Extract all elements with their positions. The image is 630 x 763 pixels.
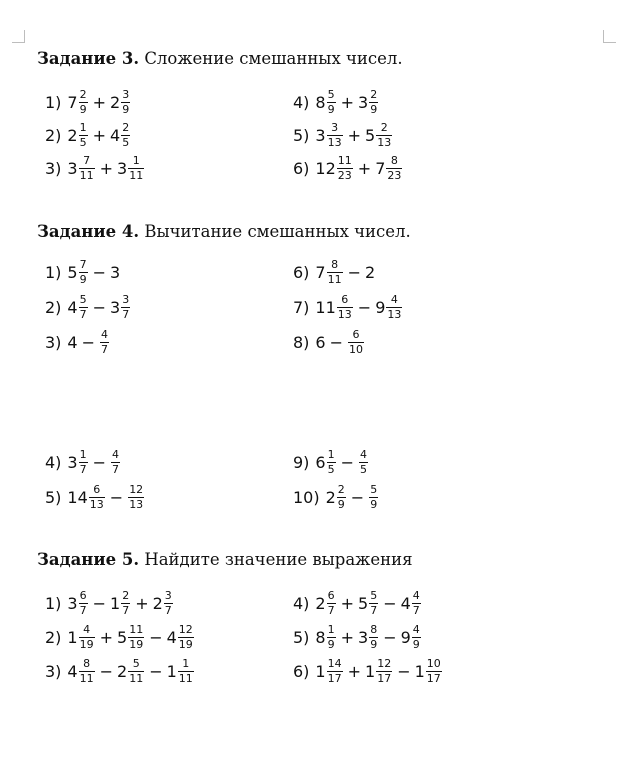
denominator: 7 xyxy=(327,603,335,617)
fraction xyxy=(369,89,378,116)
numerator: 5 xyxy=(79,292,87,306)
exercise-item xyxy=(45,292,131,322)
denominator: 9 xyxy=(327,637,335,651)
page-corner-marker-left xyxy=(12,30,25,43)
whole-part: 3 xyxy=(358,627,369,647)
numerator: 14 xyxy=(327,656,342,670)
whole-part: 9 xyxy=(375,297,386,317)
fraction xyxy=(369,590,378,617)
fraction xyxy=(327,624,336,651)
operator-sign: + xyxy=(340,593,355,613)
whole-part: 6 xyxy=(315,452,326,472)
operator-sign: − xyxy=(397,661,411,681)
fraction xyxy=(386,155,402,182)
whole-part: 7 xyxy=(315,262,326,282)
operator-sign: + xyxy=(340,92,355,112)
denominator: 7 xyxy=(122,603,130,617)
exercise-number: 6) xyxy=(293,158,310,178)
exercise-item xyxy=(45,622,195,652)
fraction xyxy=(376,658,392,685)
numerator: 1 xyxy=(79,447,87,461)
fraction xyxy=(121,89,130,116)
denominator: 23 xyxy=(387,168,402,182)
numerator: 5 xyxy=(132,656,140,670)
numerator: 2 xyxy=(122,120,130,134)
whole-part: 5 xyxy=(67,262,78,282)
numerator: 12 xyxy=(178,622,193,636)
whole-part: 8 xyxy=(315,92,326,112)
whole-part: 7 xyxy=(67,92,78,112)
exercise-number: 1) xyxy=(45,262,62,282)
numerator: 10 xyxy=(426,656,441,670)
exercise-number: 2) xyxy=(45,125,62,145)
operator-sign: + xyxy=(99,627,114,647)
fraction xyxy=(128,624,144,651)
fraction xyxy=(111,449,120,476)
numerator: 5 xyxy=(370,482,378,496)
exercise-number: 9) xyxy=(293,452,310,472)
fraction xyxy=(121,122,130,149)
task-5-title: Найдите значение выражения xyxy=(144,550,413,569)
exercise-item xyxy=(293,292,403,322)
whole-part: 7 xyxy=(375,158,386,178)
denominator: 13 xyxy=(89,497,104,511)
denominator: 5 xyxy=(122,135,130,149)
exercise-item xyxy=(45,87,131,117)
fraction xyxy=(79,259,88,286)
fraction xyxy=(369,484,378,511)
whole-part: 1 xyxy=(315,661,326,681)
fraction xyxy=(327,259,343,286)
exercise-number: 8) xyxy=(293,332,310,352)
numerator: 4 xyxy=(360,447,368,461)
exercise-item xyxy=(293,482,379,512)
denominator: 19 xyxy=(79,637,94,651)
exercise-item xyxy=(293,327,365,357)
fraction xyxy=(337,294,353,321)
denominator: 7 xyxy=(164,603,172,617)
whole-part: 1 xyxy=(365,661,376,681)
fraction xyxy=(178,658,194,685)
exercise-number: 4) xyxy=(293,593,310,613)
operator-sign: − xyxy=(81,332,96,352)
exercise-number: 5) xyxy=(293,125,310,145)
fraction xyxy=(359,449,368,476)
exercise-item xyxy=(293,153,403,183)
whole-part: 4 xyxy=(166,627,177,647)
fraction xyxy=(121,294,130,321)
whole-part: 2 xyxy=(325,487,336,507)
numerator: 7 xyxy=(83,153,91,167)
denominator: 7 xyxy=(79,307,87,321)
numerator: 5 xyxy=(327,87,335,101)
fraction xyxy=(376,122,392,149)
numerator: 12 xyxy=(129,482,144,496)
whole-part: 9 xyxy=(400,627,411,647)
operator-sign: + xyxy=(357,158,372,178)
denominator: 17 xyxy=(377,671,392,685)
exercise-number: 3) xyxy=(45,661,62,681)
denominator: 11 xyxy=(129,671,144,685)
denominator: 13 xyxy=(387,307,402,321)
whole-part: 2 xyxy=(117,661,128,681)
whole-part: 4 xyxy=(110,125,121,145)
exercise-item xyxy=(293,120,393,150)
denominator: 11 xyxy=(178,671,193,685)
fraction xyxy=(79,122,88,149)
exercise-number: 6) xyxy=(293,661,310,681)
whole-part: 8 xyxy=(315,627,326,647)
operator-sign: + xyxy=(340,627,355,647)
denominator: 9 xyxy=(79,272,87,286)
exercise-item xyxy=(45,153,145,183)
fraction xyxy=(426,658,442,685)
denominator: 9 xyxy=(412,637,420,651)
task-3-heading xyxy=(37,49,403,68)
task-4-heading xyxy=(37,222,411,241)
exercise-number: 2) xyxy=(45,297,62,317)
numerator: 3 xyxy=(331,120,339,134)
whole-part: 11 xyxy=(315,297,336,317)
numerator: 7 xyxy=(79,257,87,271)
whole-part: 4 xyxy=(67,332,78,352)
operator-sign: + xyxy=(347,661,362,681)
numerator: 4 xyxy=(390,292,398,306)
numerator: 6 xyxy=(327,588,335,602)
operator-sign: − xyxy=(350,487,365,507)
numerator: 4 xyxy=(112,447,120,461)
denominator: 9 xyxy=(79,102,87,116)
operator-sign: + xyxy=(135,593,149,613)
numerator: 1 xyxy=(132,153,140,167)
operator-sign: − xyxy=(383,593,397,613)
operator-sign: + xyxy=(99,158,114,178)
operator-sign: − xyxy=(92,452,107,472)
denominator: 7 xyxy=(79,603,87,617)
denominator: 13 xyxy=(337,307,352,321)
fraction xyxy=(128,484,144,511)
whole-part: 3 xyxy=(67,158,78,178)
numerator: 8 xyxy=(331,257,339,271)
numerator: 12 xyxy=(377,656,392,670)
exercise-number: 10) xyxy=(293,487,320,507)
fraction xyxy=(79,155,95,182)
whole-part: 2 xyxy=(365,262,376,282)
fraction xyxy=(327,590,336,617)
exercise-item xyxy=(45,588,174,618)
operator-sign: + xyxy=(92,92,107,112)
exercise-number: 3) xyxy=(45,158,62,178)
operator-sign: − xyxy=(347,262,362,282)
exercise-number: 2) xyxy=(45,627,62,647)
denominator: 9 xyxy=(337,497,345,511)
task-5-heading xyxy=(37,550,413,569)
operator-sign: − xyxy=(92,297,107,317)
whole-part: 6 xyxy=(315,332,326,352)
whole-part: 2 xyxy=(110,92,121,112)
exercise-number: 1) xyxy=(45,593,62,613)
denominator: 11 xyxy=(79,168,94,182)
fraction xyxy=(337,484,346,511)
exercise-number: 5) xyxy=(45,487,62,507)
fraction xyxy=(100,329,109,356)
numerator: 8 xyxy=(390,153,398,167)
whole-part: 1 xyxy=(67,627,78,647)
exercise-item xyxy=(45,447,121,477)
denominator: 13 xyxy=(377,135,392,149)
denominator: 9 xyxy=(370,102,378,116)
operator-sign: − xyxy=(109,487,124,507)
fraction xyxy=(121,590,130,617)
exercise-item xyxy=(293,87,379,117)
fraction xyxy=(128,658,144,685)
denominator: 9 xyxy=(370,497,378,511)
exercise-number: 6) xyxy=(293,262,310,282)
fraction xyxy=(89,484,105,511)
whole-part: 5 xyxy=(117,627,128,647)
numerator: 2 xyxy=(337,482,345,496)
operator-sign: + xyxy=(92,125,107,145)
exercise-number: 1) xyxy=(45,92,62,112)
denominator: 9 xyxy=(327,102,335,116)
denominator: 10 xyxy=(349,342,364,356)
operator-sign: − xyxy=(340,452,355,472)
fraction xyxy=(412,590,421,617)
exercise-number: 4) xyxy=(293,92,310,112)
whole-part: 3 xyxy=(117,158,128,178)
denominator: 7 xyxy=(122,307,130,321)
fraction xyxy=(412,624,421,651)
operator-sign: − xyxy=(92,593,107,613)
operator-sign: − xyxy=(383,627,397,647)
whole-part: 3 xyxy=(358,92,369,112)
fraction xyxy=(79,294,88,321)
whole-part: 1 xyxy=(166,661,177,681)
numerator: 6 xyxy=(341,292,349,306)
whole-part: 14 xyxy=(67,487,88,507)
denominator: 7 xyxy=(370,603,378,617)
denominator: 5 xyxy=(360,462,368,476)
denominator: 11 xyxy=(79,671,94,685)
fraction xyxy=(79,89,88,116)
numerator: 4 xyxy=(83,622,91,636)
fraction xyxy=(327,122,343,149)
denominator: 11 xyxy=(129,168,144,182)
numerator: 2 xyxy=(370,87,378,101)
fraction xyxy=(327,658,343,685)
exercise-number: 7) xyxy=(293,297,310,317)
fraction xyxy=(327,89,336,116)
whole-part: 3 xyxy=(67,452,78,472)
numerator: 2 xyxy=(79,87,87,101)
whole-part: 2 xyxy=(67,125,78,145)
whole-part: 3 xyxy=(315,125,326,145)
whole-part: 3 xyxy=(67,593,78,613)
operator-sign: − xyxy=(99,661,114,681)
numerator: 3 xyxy=(164,588,172,602)
task-3-title: Сложение смешанных чисел. xyxy=(144,49,403,68)
exercise-item xyxy=(45,120,131,150)
numerator: 6 xyxy=(93,482,101,496)
fraction xyxy=(337,155,353,182)
numerator: 1 xyxy=(79,120,87,134)
whole-part: 3 xyxy=(110,297,121,317)
exercise-item xyxy=(293,257,375,287)
exercise-number: 3) xyxy=(45,332,62,352)
numerator: 5 xyxy=(370,588,378,602)
fraction xyxy=(79,449,88,476)
numerator: 8 xyxy=(370,622,378,636)
denominator: 9 xyxy=(370,637,378,651)
denominator: 5 xyxy=(79,135,87,149)
numerator: 6 xyxy=(79,588,87,602)
fraction xyxy=(128,155,144,182)
page-corner-marker-right xyxy=(603,30,616,43)
numerator: 2 xyxy=(122,588,130,602)
fraction xyxy=(79,658,95,685)
operator-sign: − xyxy=(357,297,372,317)
numerator: 8 xyxy=(83,656,91,670)
denominator: 7 xyxy=(112,462,120,476)
exercise-item xyxy=(45,327,110,357)
numerator: 4 xyxy=(412,622,420,636)
numerator: 11 xyxy=(129,622,144,636)
task-3-label: Задание 3. xyxy=(37,49,140,68)
numerator: 2 xyxy=(380,120,388,134)
fraction xyxy=(178,624,194,651)
operator-sign: − xyxy=(329,332,344,352)
denominator: 19 xyxy=(178,637,193,651)
denominator: 13 xyxy=(327,135,342,149)
denominator: 23 xyxy=(337,168,352,182)
whole-part: 2 xyxy=(152,593,163,613)
operator-sign: − xyxy=(92,262,107,282)
exercise-item xyxy=(45,482,145,512)
whole-part: 5 xyxy=(365,125,376,145)
whole-part: 1 xyxy=(110,593,121,613)
whole-part: 5 xyxy=(358,593,369,613)
whole-part: 2 xyxy=(315,593,326,613)
numerator: 6 xyxy=(352,327,360,341)
numerator: 1 xyxy=(327,447,335,461)
fraction xyxy=(79,624,95,651)
operator-sign: + xyxy=(347,125,362,145)
fraction xyxy=(164,590,173,617)
numerator: 4 xyxy=(412,588,420,602)
numerator: 3 xyxy=(122,87,130,101)
numerator: 11 xyxy=(337,153,352,167)
exercise-item xyxy=(293,588,422,618)
task-5-label: Задание 5. xyxy=(37,550,140,569)
fraction xyxy=(327,449,336,476)
whole-part: 12 xyxy=(315,158,336,178)
denominator: 17 xyxy=(426,671,441,685)
denominator: 7 xyxy=(101,342,109,356)
numerator: 3 xyxy=(122,292,130,306)
exercise-item xyxy=(45,257,120,287)
fraction xyxy=(369,624,378,651)
denominator: 11 xyxy=(327,272,342,286)
exercise-item xyxy=(293,622,422,652)
denominator: 9 xyxy=(122,102,130,116)
denominator: 5 xyxy=(327,462,335,476)
task-4-label: Задание 4. xyxy=(37,222,140,241)
denominator: 7 xyxy=(412,603,420,617)
whole-part: 1 xyxy=(414,661,425,681)
fraction xyxy=(348,329,364,356)
denominator: 13 xyxy=(129,497,144,511)
whole-part: 4 xyxy=(67,661,78,681)
exercise-item xyxy=(293,447,369,477)
task-4-title: Вычитание смешанных чисел. xyxy=(144,222,411,241)
numerator: 1 xyxy=(327,622,335,636)
exercise-number: 5) xyxy=(293,627,310,647)
denominator: 19 xyxy=(129,637,144,651)
exercise-item xyxy=(45,656,195,686)
exercise-item xyxy=(293,656,443,686)
denominator: 7 xyxy=(79,462,87,476)
fraction xyxy=(79,590,88,617)
whole-part: 3 xyxy=(110,262,121,282)
operator-sign: − xyxy=(149,661,163,681)
operator-sign: − xyxy=(149,627,163,647)
whole-part: 4 xyxy=(400,593,411,613)
whole-part: 4 xyxy=(67,297,78,317)
exercise-number: 4) xyxy=(45,452,62,472)
fraction xyxy=(386,294,402,321)
numerator: 4 xyxy=(101,327,109,341)
numerator: 1 xyxy=(182,656,190,670)
denominator: 17 xyxy=(327,671,342,685)
